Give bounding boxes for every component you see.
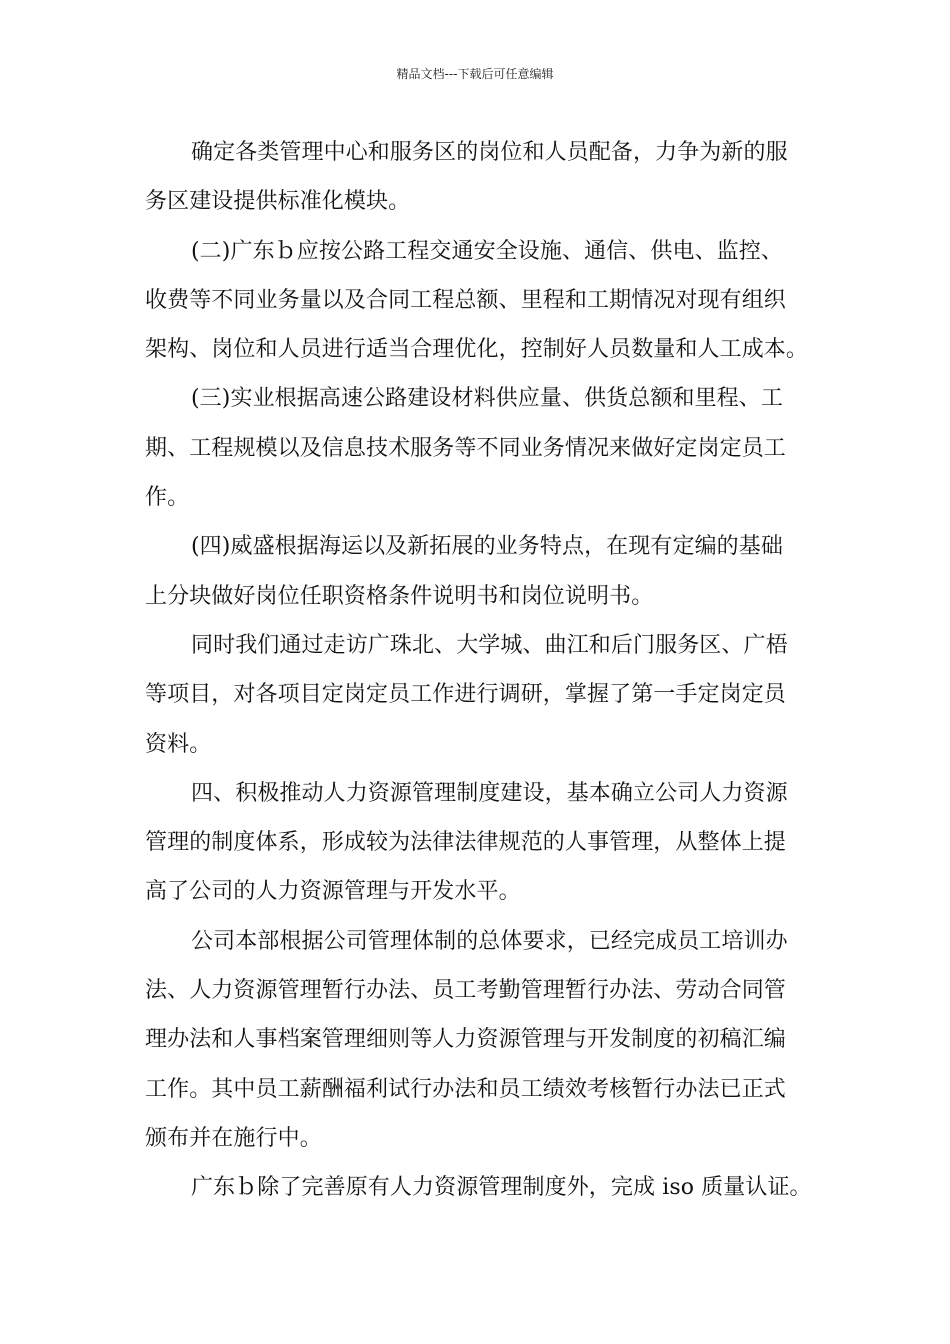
text-line: 架构、岗位和人员进行适当合理优化，控制好人员数量和人工成本。 [145, 337, 809, 363]
text-line: (二)广东ｂ应按公路工程交通安全设施、通信、供电、监控、 [191, 238, 783, 264]
text-line: 高了公司的人力资源管理与开发水平。 [145, 879, 521, 905]
text-line: 务区建设提供标准化模块。 [145, 189, 411, 215]
text-line: 法、人力资源管理暂行办法、员工考勤管理暂行办法、劳动合同管 [145, 978, 786, 1004]
text-line: 理办法和人事档案管理细则等人力资源管理与开发制度的初稿汇编 [145, 1027, 786, 1053]
text-line: 收费等不同业务量以及合同工程总额、里程和工期情况对现有组织 [145, 287, 786, 313]
text-line: 管理的制度体系，形成较为法律法律规范的人事管理，从整体上提 [145, 830, 786, 856]
text-line: 等项目，对各项目定岗定员工作进行调研，掌握了第一手定岗定员 [145, 682, 786, 708]
text-line: 资料。 [145, 731, 212, 757]
text-line: 广东ｂ除了完善原有人力资源管理制度外，完成 iso 质量认证。 [191, 1175, 812, 1201]
text-line: 颁布并在施行中。 [145, 1125, 322, 1151]
text-line: 公司本部根据公司管理体制的总体要求，已经完成员工培训办 [191, 928, 788, 954]
text-line: 确定各类管理中心和服务区的岗位和人员配备，力争为新的服 [191, 140, 788, 165]
text-line: 同时我们通过走访广珠北、大学城、曲江和后门服务区、广梧 [191, 632, 788, 658]
document-body [145, 128, 825, 1213]
text-line: 期、工程规模以及信息技术服务等不同业务情况来做好定岗定员工 [145, 435, 786, 461]
text-line: 工作。其中员工薪酬福利试行办法和员工绩效考核暂行办法已正式 [145, 1076, 786, 1102]
text-line: (三)实业根据高速公路建设材料供应量、供货总额和里程、工 [191, 386, 783, 412]
text-line: 作。 [145, 485, 190, 511]
text-line: (四)威盛根据海运以及新拓展的业务特点，在现有定编的基础 [191, 534, 783, 560]
text-line: 上分块做好岗位任职资格条件说明书和岗位说明书。 [145, 583, 654, 609]
text-line: 四、积极推动人力资源管理制度建设，基本确立公司人力资源 [191, 780, 788, 806]
page-header: 精品文档---下载后可任意编辑 [396, 67, 554, 81]
